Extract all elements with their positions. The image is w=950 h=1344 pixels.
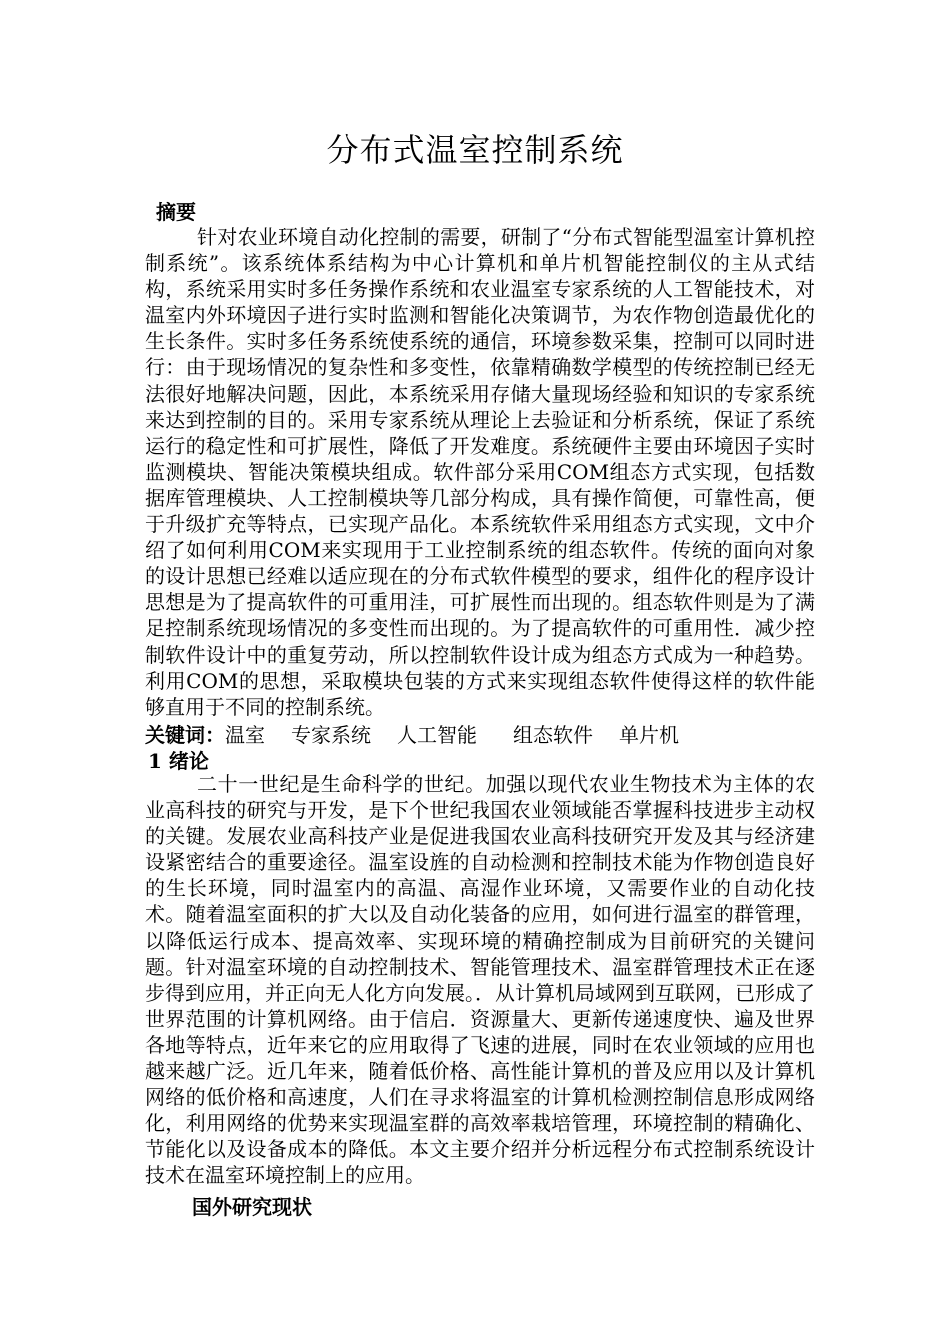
section-heading-introduction: 1 绪论 <box>148 749 209 773</box>
introduction-paragraph: 二十一世纪是生命科学的世纪。加强以现代农业生物技术为主体的农业高科技的研究与开发，是下个世纪我国农业领域能否掌握科技进步主动权的关键。发展农业高科技产业是促进我国农业高科技研究开发及其与经济建设紧密结合的重要途径。温室设旌的自动检测和控制技术能为作物创造良好的生长环境，同时温室内的高温、高湿作业环境，又需要作业的自动化技术。随着温室面积的扩大以及自动化装备的应用，如何进行温室的群管理，以降低运行成本、提高效率、实现环境的精确控制成为目前研究的关键问题。针对温室环境的自动控制技术、智能管理技术、温室群管理技术正在逐步得到应用，并正向无人化方向发展。．从计算机局域网到互联网，已形成了世界范围的计算机网络。由于信启．资源量大、更新传递速度快、遍及世界各地等特点，近年来它的应用取得了飞速的进展，同时在农业领域的应用也越来越广泛。近几年来，随着低价格、高性能计算机的普及应用以及计算机网络的低价格和高速度，人们在寻求将温室的计算机检测控制信息形成网络化，利用网络的优势来实现温室群的高效率栽培管理，环境控制的精确化、节能化以及设备成本的降低。本文主要介绍并分析远程分布式控制系统设计技术在温室环境控制上的应用。 <box>145 772 815 1188</box>
keyword-item: 单片机 <box>619 723 679 747</box>
subsection-heading-foreign-research: 国外研究现状 <box>192 1195 312 1219</box>
abstract-paragraph: 针对农业环境自动化控制的需要，研制了“分布式智能型温室计算机控制系统”。该系统体系结构为中心计算机和单片机智能控制仪的主从式结构，系统采用实时多任务操作系统和农业温室专家系统的人工智能技术，对温室内外环境因子进行实时监测和智能化决策调节，为农作物创造最优化的生长条件。实时多任务系统使系统的通信，环境参数采集，控制可以同时进行：由于现场情况的复杂性和多变性，依靠精确数学模型的传统控制已经无法很好地解决问题，因此，本系统采用存储大量现场经验和知识的专家系统来达到控制的目的。采用专家系统从理论上去验证和分析系统，保证了系统运行的稳定性和可扩展性，降低了开发难度。系统硬件主要由环境因子实时监测模块、智能决策模块组成。软件部分采用COM组态方式实现，包括数据库管理模块、人工控制模块等几部分构成，具有操作简便，可靠性高，便于升级扩充等特点，已实现产品化。本系统软件采用组态方式实现，文中介绍了如何利用COM来实现用于工业控制系统的组态软件。传统的面向对象的设计思想已经难以适应现在的分布式软件模型的要求，组件化的程序设计思想是为了提高软件的可重用洼，可扩展性而出现的。组态软件则是为了满足控制系统现场情况的多变性而出现的。为了提高软件的可重用性．减少控制软件设计中的重复劳动，所以控制软件设计成为组态方式成为一种趋势。利用COM的思想，采取模块包装的方式来实现组态软件使得这样的软件能够直用于不同的控制系统。 <box>145 225 815 719</box>
keyword-item: 组态软件 <box>513 723 593 747</box>
keywords-label: 关键词： <box>145 723 225 747</box>
keyword-item: 人工智能 <box>397 723 477 747</box>
document-title: 分布式温室控制系统 <box>326 131 624 169</box>
keyword-item: 专家系统 <box>291 723 371 747</box>
abstract-heading: 摘要 <box>156 200 196 224</box>
keyword-item: 温室 <box>225 723 265 747</box>
keywords-line <box>145 722 825 748</box>
